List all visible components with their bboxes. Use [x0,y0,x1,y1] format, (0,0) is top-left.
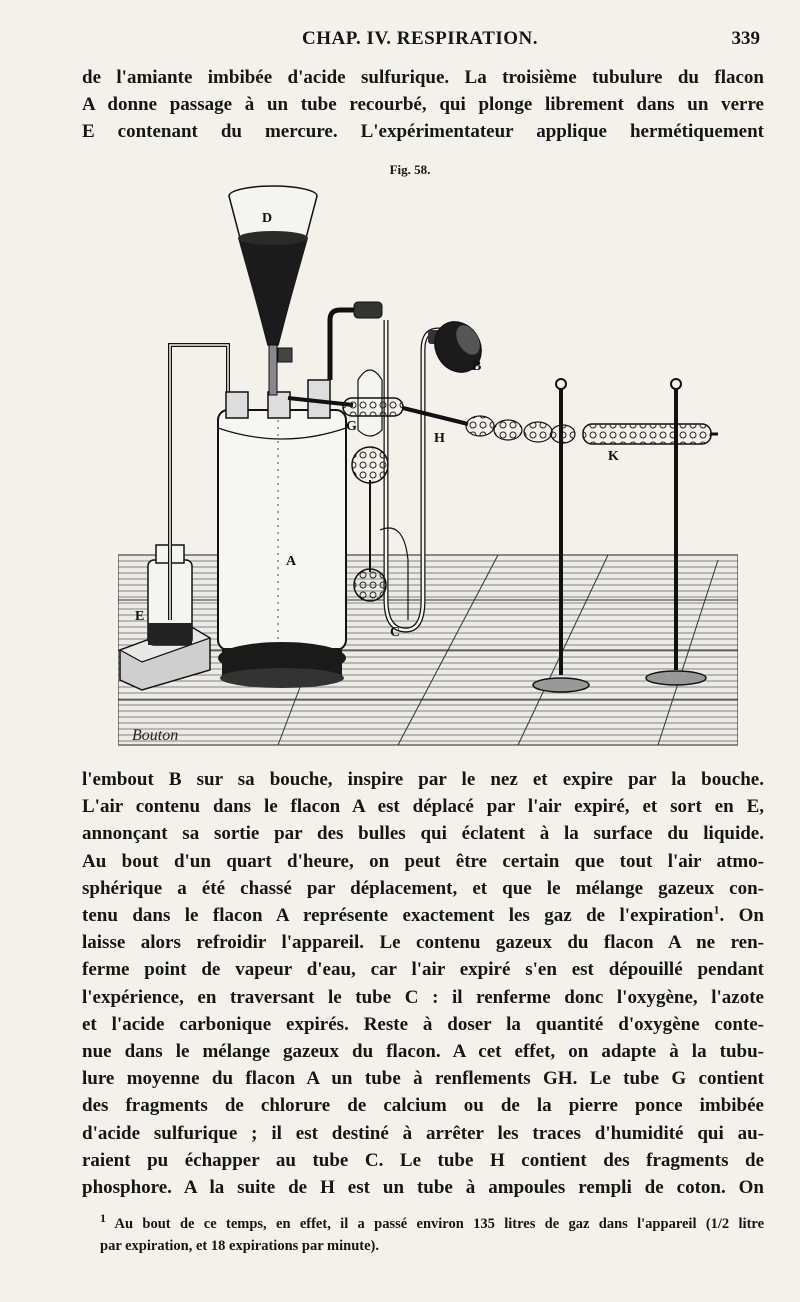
footnote-line: par expiration, et 18 expirations par minute). [100,1238,379,1254]
text-line: l'expérience, en traversant le tube C : il renferme donc l'oxygène, l'azote [82,986,764,1008]
text-line: annonçant sa sortie par des bulles qui éclatent à la surface du liquide. [82,823,764,845]
text-line: Au bout d'un quart d'heure, on peut être certain que tout l'air atmo- [82,850,764,872]
footnote [100,1213,764,1257]
text-line: ferme point de vapeur d'eau, car l'air expiré s'en est dépouillé pendant [82,959,764,981]
text-line: nue dans le mélange gazeux du flacon. A cet effet, on adapte à la tubu- [82,1041,764,1063]
figure-caption: Fig. 58. [389,162,431,177]
text-line: des fragments de chlorure de calcium ou de la pierre ponce imbibée [82,1095,764,1117]
text-line: sphérique a été chassé par déplacement, et que le mélange gazeux con- [82,877,764,899]
text-line: d'acide sulfurique ; il est destiné à arrêter les traces d'humidité qui au- [82,1122,764,1144]
label-h: H [434,431,445,446]
label-b: B [472,359,482,374]
top-paragraph [82,64,764,146]
page-number: 339 [731,28,760,49]
engraver-signature: Bouton [132,727,179,744]
text-line: phosphore. A la suite de H est un tube à ampoules rempli de coton. On [82,1177,764,1199]
text-line: laisse alors refroidir l'appareil. Le contenu gazeux du flacon A ne ren- [82,932,764,954]
apparatus-illustration [118,180,738,750]
text-line: de l'amiante imbibée d'acide sulfurique. La troisième tubulure du flacon [82,67,764,88]
text-segment: . On [719,905,764,927]
text-line: lure moyenne du flacon A un tube à renflements GH. Le tube G contient [82,1068,764,1090]
text-line: A donne passage à un tube recourbé, qui plonge librement dans un verre [82,94,764,116]
text-line: l'embout B sur sa bouche, inspire par le nez et expire par la bouche. [82,769,764,790]
label-e: E [135,609,145,624]
footnote-line [100,1213,764,1235]
label-c: C [390,625,401,640]
text-segment: tenu dans le flacon A représente exactement les gaz de l'expiration [82,905,714,927]
page-header [80,28,760,58]
label-d: D [262,211,273,226]
label-a: A [286,554,297,569]
footnote-text: Au bout de ce temps, en effet, il a passé environ 135 litres de gaz dans l'appareil (1/2 litre [114,1216,765,1232]
main-paragraph [82,766,764,1201]
footnote-ref[interactable]: 1 [713,902,720,917]
flask-a [218,380,346,688]
label-k: K [608,449,619,464]
funnel-d [229,186,317,395]
text-line: raient pu échapper au tube C. Le tube H contient des fragments de [82,1149,764,1171]
text-line: L'air contenu dans le flacon A est déplacé par l'air expiré, et sort en E, [82,796,764,818]
text-line: E contenant du mercure. L'expérimentateur applique hermétiquement [82,121,764,143]
text-line-with-footnote [82,902,764,929]
label-g: G [346,419,357,434]
text-line: et l'acide carbonique expirés. Reste à doser la quantité d'oxygène conte- [82,1013,764,1035]
apparatus-figure [118,180,738,750]
footnote-marker: 1 [100,1211,106,1226]
running-head: CHAP. IV. RESPIRATION. [301,28,539,49]
